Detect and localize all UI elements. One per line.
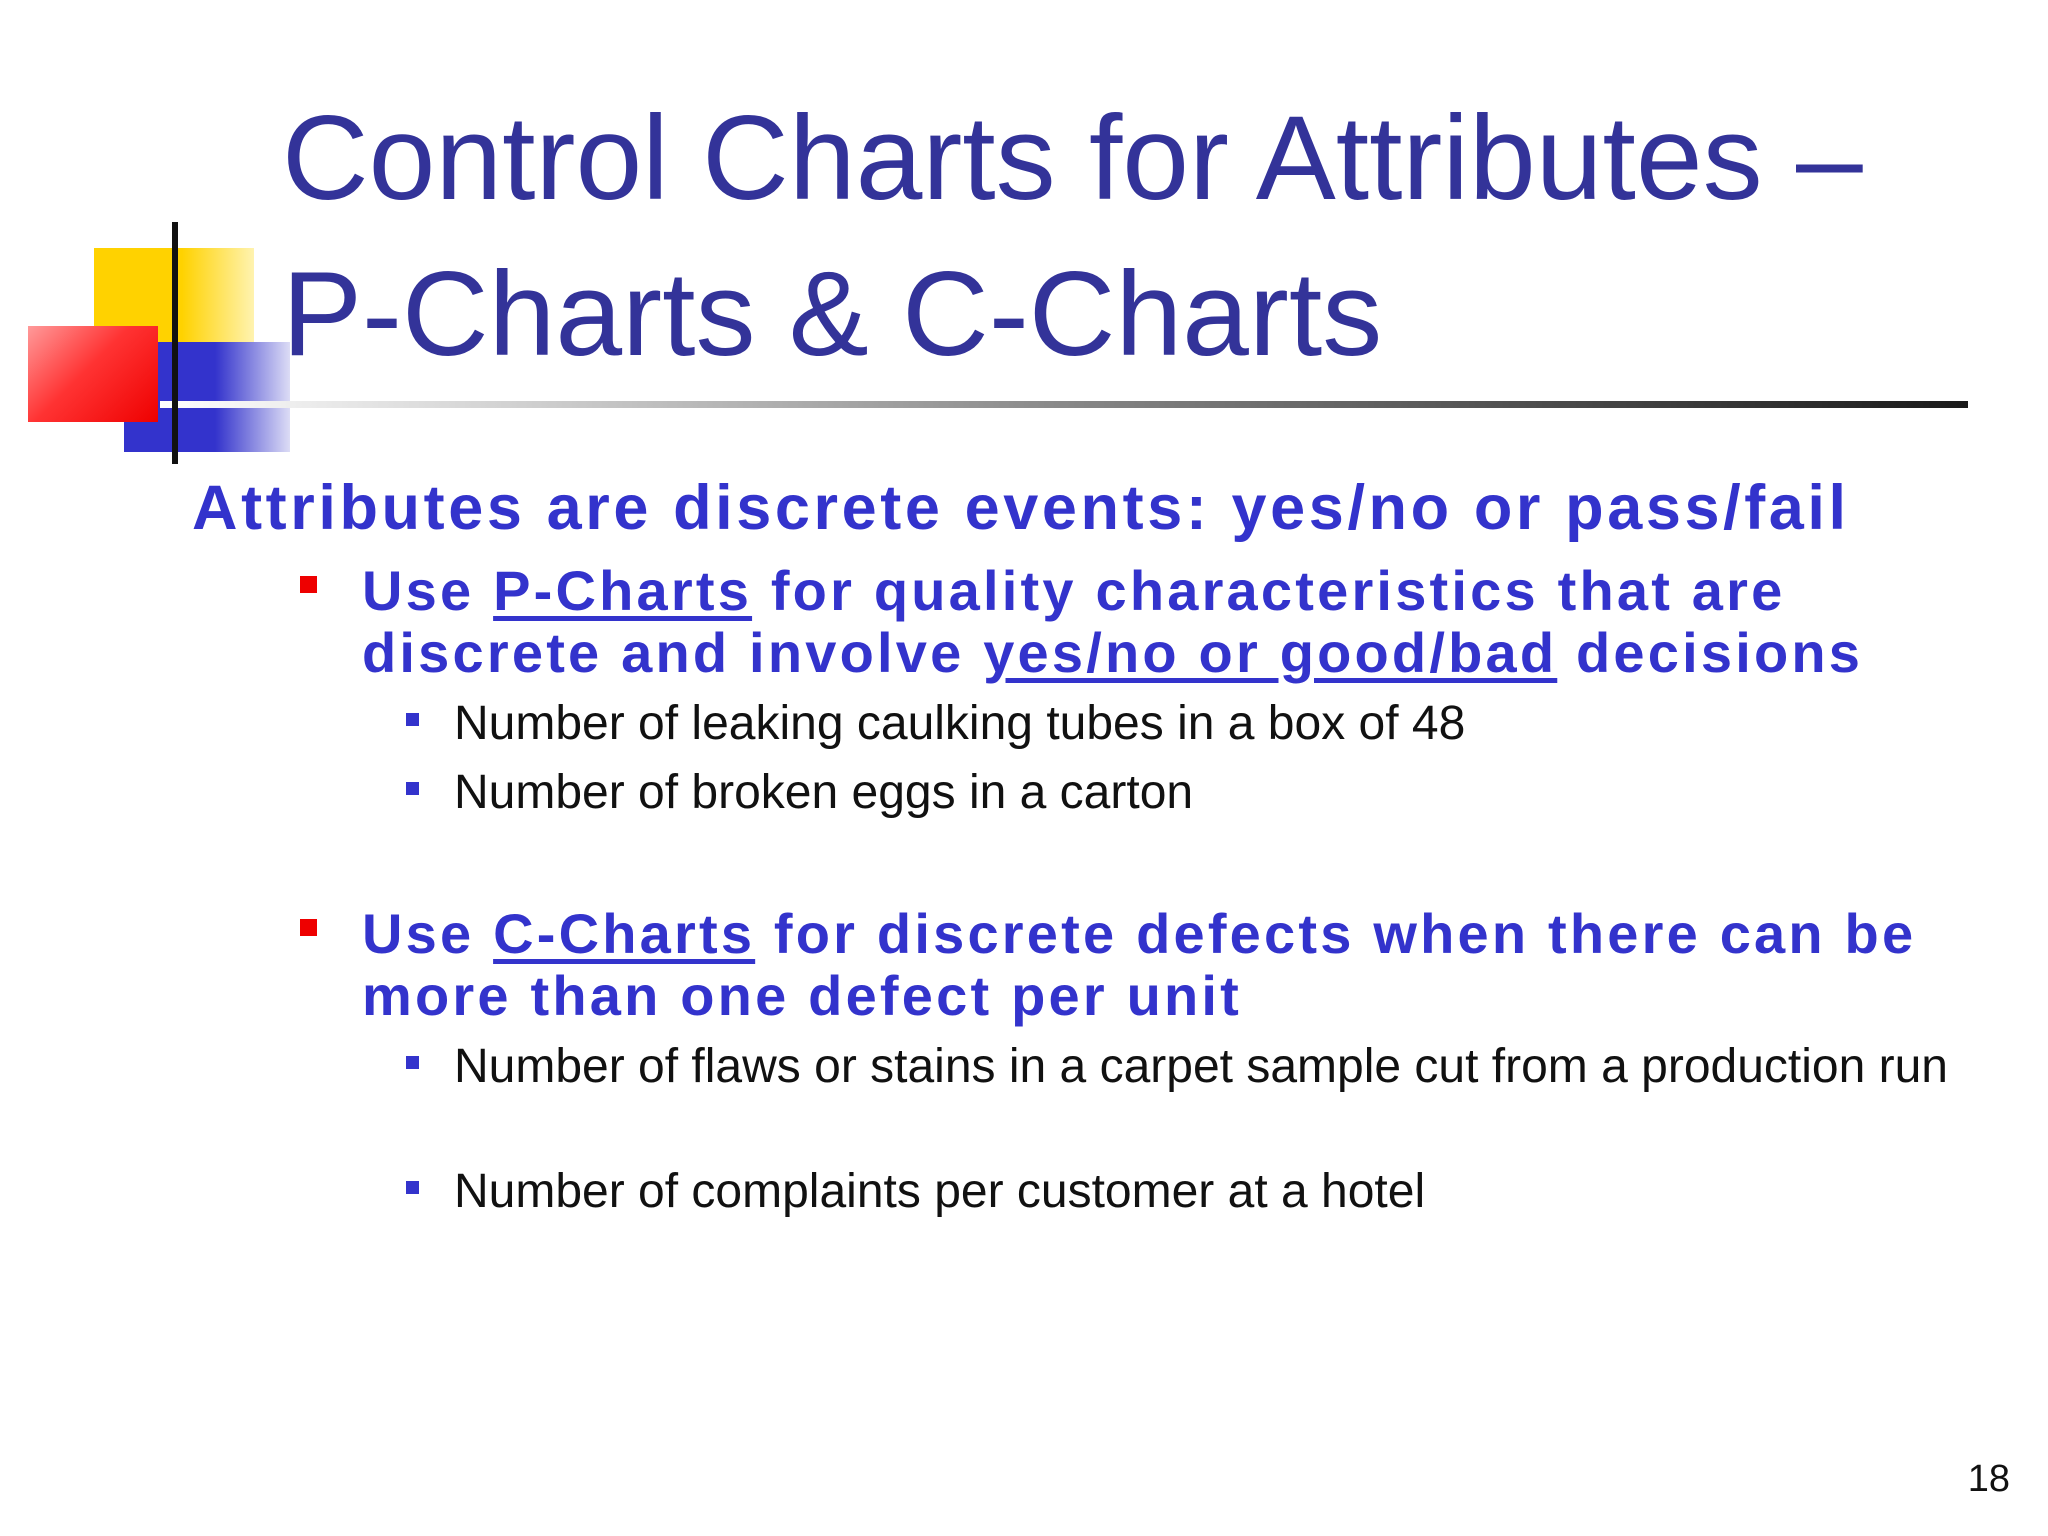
sub-bullet-text: Number of complaints per customer at a hotel [454, 1165, 1426, 1218]
sub-bullet-text: Number of leaking caulking tubes in a box of 48 [454, 697, 1466, 750]
c-charts-term: C-Charts [493, 902, 756, 965]
bullet-p-charts [362, 560, 2022, 684]
bullet-p-prefix: Use [362, 559, 494, 622]
sub-bullet-hotel-complaints [454, 1164, 2014, 1220]
bullet-p-middle: for quality characteristics that are discrete and involve [362, 559, 1786, 684]
blue-square-bullet-icon [406, 713, 419, 726]
slide-title-line-2: P-Charts & C-Charts [282, 247, 1383, 381]
blue-square-bullet-icon [406, 782, 419, 795]
decor-red-square [28, 326, 158, 422]
bullet-c-charts [362, 903, 2022, 1027]
sub-bullet-carpet-flaws [454, 1039, 2014, 1095]
decor-vertical-line [172, 222, 178, 464]
page-number: 18 [1967, 1458, 2010, 1500]
sub-bullet-text: Number of broken eggs in a carton [454, 766, 1194, 819]
yes-no-good-bad-term: yes/no or good/bad [983, 621, 1558, 684]
sub-bullet-leaking-tubes [454, 696, 2014, 752]
title-underline-rule [160, 401, 1968, 408]
red-square-bullet-icon [300, 919, 317, 936]
sub-bullet-text: Number of flaws or stains in a carpet sample cut from a production run [454, 1040, 1948, 1093]
blue-square-bullet-icon [406, 1181, 419, 1194]
p-charts-term: P-Charts [493, 559, 753, 622]
slide-title [282, 80, 2022, 392]
bullet-c-prefix: Use [362, 902, 494, 965]
bullet-p-suffix: decisions [1557, 621, 1864, 684]
red-square-bullet-icon [300, 576, 317, 593]
blue-square-bullet-icon [406, 1056, 419, 1069]
slide-title-line-1: Control Charts for Attributes – [282, 91, 1863, 225]
sub-bullet-broken-eggs [454, 765, 2014, 821]
bullet-c-suffix: for discrete defects when there can be more than one defect per unit [362, 902, 1917, 1027]
intro-statement: Attributes are discrete events: yes/no or pass/fail [192, 473, 1850, 543]
